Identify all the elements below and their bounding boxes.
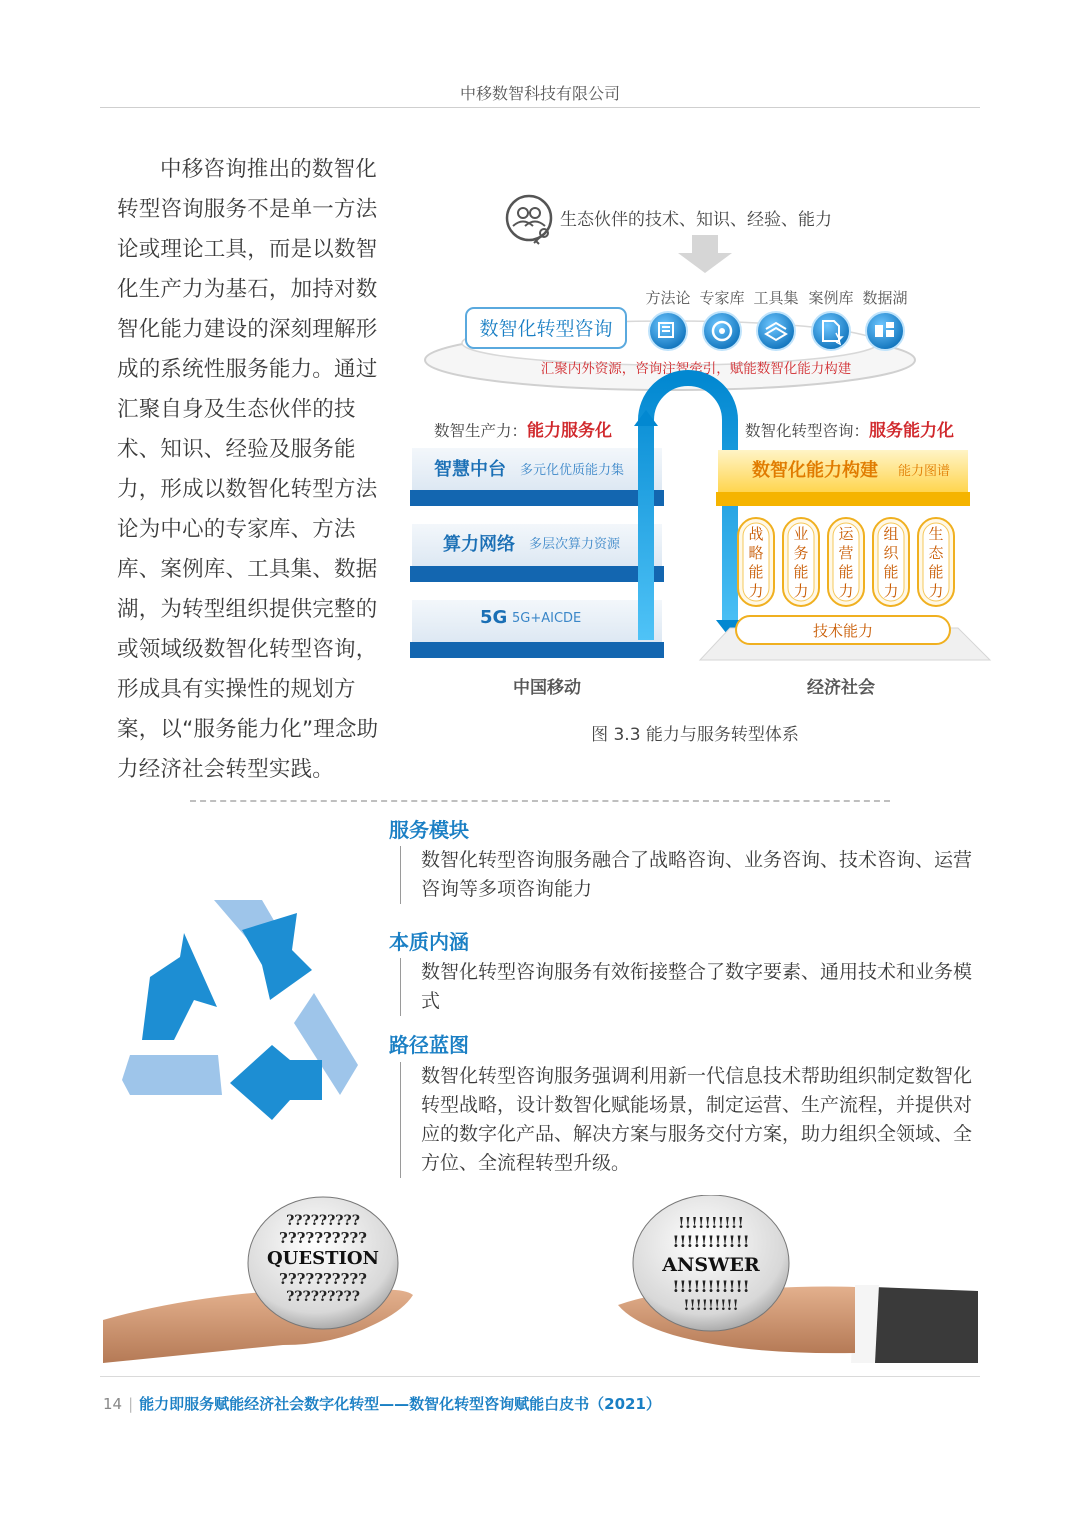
capability-pillars bbox=[738, 518, 954, 606]
left-heading bbox=[434, 420, 612, 441]
toolset-icon bbox=[757, 312, 795, 350]
answer-word: ANSWER bbox=[662, 1254, 760, 1276]
left-layer-stack bbox=[410, 448, 664, 658]
partners-icon bbox=[507, 196, 551, 244]
pillar-char: 务 bbox=[793, 544, 809, 562]
right-cuff bbox=[851, 1285, 879, 1363]
right-heading-emph: 服务能力化 bbox=[869, 421, 955, 441]
pillar-char: 能 bbox=[793, 563, 809, 581]
pillar-char: 织 bbox=[883, 544, 899, 562]
right-sleeve bbox=[863, 1287, 978, 1363]
capability-service-diagram bbox=[400, 180, 1000, 720]
pillar-char: 业 bbox=[793, 525, 809, 543]
left-heading-prefix: 数智生产力： bbox=[434, 422, 528, 440]
pillar-char: 运 bbox=[838, 525, 854, 543]
layer-network-base bbox=[410, 566, 664, 582]
data-lake-icon bbox=[866, 312, 904, 350]
capability-pillar bbox=[783, 518, 819, 606]
resource-label-3: 工具集 bbox=[753, 289, 799, 307]
capability-pillar bbox=[828, 518, 864, 606]
build-title: 数智化能力构建 bbox=[752, 460, 878, 481]
left-base-label: 中国移动 bbox=[513, 678, 581, 698]
answer-row-2: !!!!!!!!!!! bbox=[672, 1232, 750, 1251]
pillar-char: 能 bbox=[883, 563, 899, 581]
intro-paragraph: 中移咨询推出的数智化转型咨询服务不是单一方法论或理论工具，而是以数智化生产力为基石，加持对数智化能力建设的深刻理解形成的系统性服务能力。通过汇聚自身及生态伙伴的技术、知识、经验及服务能力，形成以数智化转型方法论为中心的专家库、方法库、案例库、工具集、数据湖，为转型组织提供完整的或领域级数智化转型咨询，形成具有实操性的规划方案，以“服务能力化”理念助力经济社会转型实践。 bbox=[117, 157, 379, 782]
header-rule bbox=[100, 107, 980, 108]
down-arrow-icon bbox=[678, 235, 732, 273]
footer-separator: | bbox=[128, 1395, 134, 1413]
section-title-essence: 本质内涵 bbox=[389, 930, 469, 954]
question-answer-photo bbox=[103, 1195, 978, 1365]
pillar-char: 力 bbox=[838, 582, 854, 600]
layer-network-sub: 多层次算力资源 bbox=[529, 537, 621, 552]
answer-row-3: !!!!!!!!!!! bbox=[672, 1277, 750, 1296]
layer-platform-base bbox=[410, 490, 664, 506]
section-body-roadmap: 数智化转型咨询服务强调利用新一代信息技术帮助组织制定数智化转型战略，设计数智化赋能场景，制定运营、生产流程，并提供对应的数字化产品、解决方案与服务交付方案，助力组织全领域、全方位、全流程转型升级。 bbox=[400, 1062, 982, 1178]
question-word: QUESTION bbox=[266, 1248, 380, 1269]
figure-caption: 图 3.3 能力与服务转型体系 bbox=[591, 725, 799, 745]
expert-pool-icon bbox=[703, 312, 741, 350]
recycle-arrows-icon bbox=[122, 895, 362, 1120]
pillar-char: 略 bbox=[748, 544, 764, 562]
pillar-char: 能 bbox=[748, 563, 764, 581]
pillar-char: 战 bbox=[748, 525, 764, 543]
pillar-char: 态 bbox=[928, 544, 944, 562]
question-row-4: ????????? bbox=[286, 1289, 360, 1305]
pillar-char: 力 bbox=[748, 582, 764, 600]
layer-platform-sub: 多元化优质能力集 bbox=[520, 463, 625, 478]
question-row-1: ????????? bbox=[286, 1213, 360, 1229]
dashed-separator bbox=[190, 800, 890, 802]
layer-network-title: 算力网络 bbox=[443, 534, 515, 555]
build-sub: 能力图谱 bbox=[898, 464, 951, 479]
capability-pillar bbox=[738, 518, 774, 606]
resource-label-5: 数据湖 bbox=[862, 289, 908, 307]
left-heading-emph: 能力服务化 bbox=[527, 421, 613, 441]
pillar-char: 营 bbox=[838, 544, 854, 562]
resource-label-1: 方法论 bbox=[645, 289, 691, 307]
layer-5g-base bbox=[410, 642, 664, 658]
layer-5g-title: 5G bbox=[480, 607, 508, 628]
question-row-2: ?????????? bbox=[279, 1229, 367, 1247]
answer-row-4: !!!!!!!!! bbox=[683, 1298, 739, 1314]
section-title-service-module: 服务模块 bbox=[389, 818, 469, 842]
footer-rule bbox=[100, 1376, 980, 1377]
capability-pillar bbox=[873, 518, 909, 606]
pillar-char: 力 bbox=[928, 582, 944, 600]
section-title-roadmap: 路径蓝图 bbox=[389, 1033, 469, 1057]
page-footer bbox=[103, 1393, 661, 1414]
layer-5g-sub: 5G+AICDE bbox=[512, 611, 582, 626]
question-row-3: ?????????? bbox=[279, 1270, 367, 1288]
resource-label-2: 专家库 bbox=[699, 289, 745, 307]
resource-labels bbox=[645, 289, 907, 307]
right-base-label: 经济社会 bbox=[807, 678, 875, 698]
resource-label-4: 案例库 bbox=[808, 289, 854, 307]
pillar-char: 能 bbox=[928, 563, 944, 581]
tech-capability-label: 技术能力 bbox=[812, 622, 874, 640]
footer-title: 能力即服务赋能经济社会数字化转型——数智化转型咨询赋能白皮书（2021） bbox=[139, 1395, 661, 1413]
layer-platform-title: 智慧中台 bbox=[434, 459, 506, 480]
right-heading-prefix: 数智化转型咨询： bbox=[745, 422, 870, 440]
section-body-service-module: 数智化转型咨询服务融合了战略咨询、业务咨询、技术咨询、运营咨询等多项咨询能力 bbox=[400, 846, 982, 904]
running-header: 中移数智科技有限公司 bbox=[459, 84, 620, 103]
pillar-char: 组 bbox=[883, 525, 899, 543]
consulting-label: 数智化转型咨询 bbox=[479, 318, 613, 340]
page-number: 14 bbox=[103, 1395, 123, 1413]
pillar-char: 力 bbox=[793, 582, 809, 600]
answer-row-1: !!!!!!!!!! bbox=[678, 1214, 744, 1232]
partners-text: 生态伙伴的技术、知识、经验、能力 bbox=[560, 210, 832, 230]
section-body-essence: 数智化转型咨询服务有效衔接整合了数字要素、通用技术和业务模式 bbox=[400, 958, 982, 1016]
build-bar-base bbox=[716, 492, 970, 506]
right-heading bbox=[745, 420, 954, 441]
case-library-icon bbox=[812, 312, 850, 350]
pillar-char: 生 bbox=[928, 525, 944, 543]
ring-text: 汇聚内外资源，咨询注智牵引，赋能数智化能力构建 bbox=[540, 361, 852, 377]
capability-pillar bbox=[918, 518, 954, 606]
cycle-arrow-icon bbox=[634, 378, 744, 640]
methodology-icon bbox=[649, 312, 687, 350]
pillar-char: 能 bbox=[838, 563, 854, 581]
pillar-char: 力 bbox=[883, 582, 899, 600]
capability-build bbox=[716, 450, 970, 506]
